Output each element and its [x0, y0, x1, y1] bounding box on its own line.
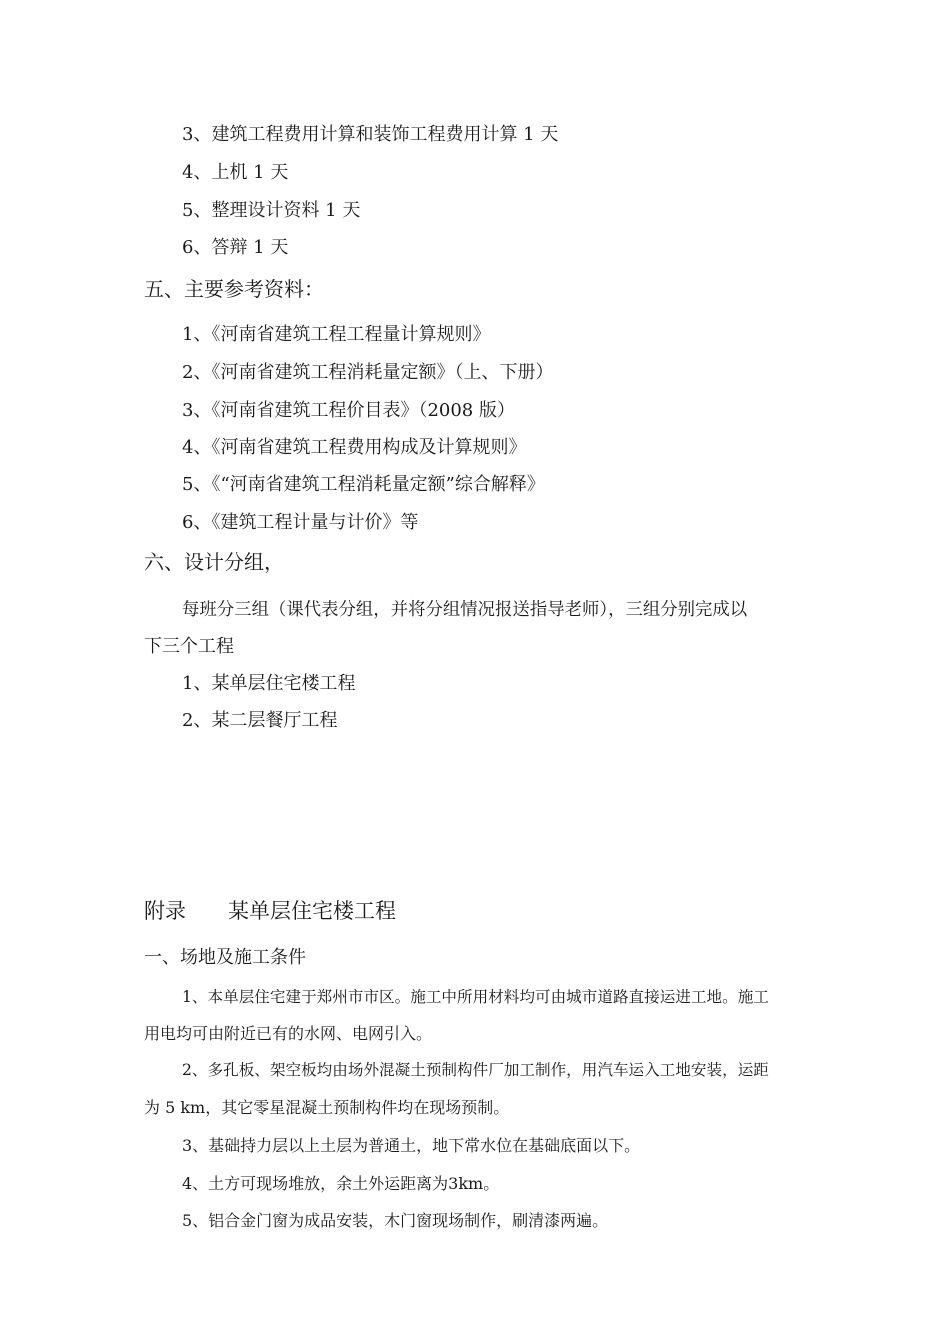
schedule-item-3: 3、建筑工程费用计算和装饰工程费用计算 1 天 — [182, 124, 559, 145]
condition-1-line-1: 1、本单层住宅建于郑州市市区。施工中所用材料均可由城市道路直接运进工地。施工 — [182, 988, 769, 1006]
reference-item-2: 2、《河南省建筑工程消耗量定额》（上、下册） — [182, 362, 554, 383]
schedule-item-6: 6、答辩 1 天 — [182, 237, 289, 258]
appendix-label: 附录 — [144, 899, 186, 923]
condition-4: 4、土方可现场堆放，余土外运距离为3km。 — [182, 1174, 500, 1193]
grouping-heading: 六、设计分组， — [144, 550, 284, 574]
condition-1-line-2: 用电均可由附近已有的水网、电网引入。 — [144, 1024, 433, 1043]
schedule-item-4: 4、上机 1 天 — [182, 162, 289, 183]
site-conditions-heading: 一、场地及施工条件 — [144, 947, 306, 968]
condition-5: 5、铝合金门窗为成品安装，木门窗现场制作，刷清漆两遍。 — [182, 1211, 609, 1230]
group-project-1: 1、某单层住宅楼工程 — [182, 673, 356, 694]
condition-3: 3、基础持力层以上土层为普通土，地下常水位在基础底面以下。 — [182, 1136, 641, 1155]
appendix-title: 某单层住宅楼工程 — [228, 899, 396, 923]
condition-2-line-1: 2、多孔板、架空板均由场外混凝土预制构件厂加工制作，用汽车运入工地安装，运距 — [182, 1061, 769, 1079]
reference-item-6: 6、《建筑工程计量与计价》等 — [182, 512, 419, 533]
references-heading: 五、主要参考资料： — [144, 277, 324, 301]
schedule-item-5: 5、整理设计资料 1 天 — [182, 200, 361, 221]
grouping-paragraph-line-1: 每班分三组（课代表分组，并将分组情况报送指导老师），三组分别完成以 — [182, 600, 748, 620]
reference-item-1: 1、《河南省建筑工程工程量计算规则》 — [182, 324, 491, 345]
reference-item-4: 4、《河南省建筑工程费用构成及计算规则》 — [182, 437, 527, 458]
group-project-2: 2、某二层餐厅工程 — [182, 710, 338, 731]
reference-item-3: 3、《河南省建筑工程价目表》（2008 版） — [182, 400, 515, 421]
condition-2-line-2: 为 5 km，其它零星混凝土预制构件均在现场预制。 — [144, 1098, 510, 1117]
reference-item-5: 5、《“河南省建筑工程消耗量定额”综合解释》 — [182, 474, 545, 495]
grouping-paragraph-line-2: 下三个工程 — [144, 636, 234, 657]
